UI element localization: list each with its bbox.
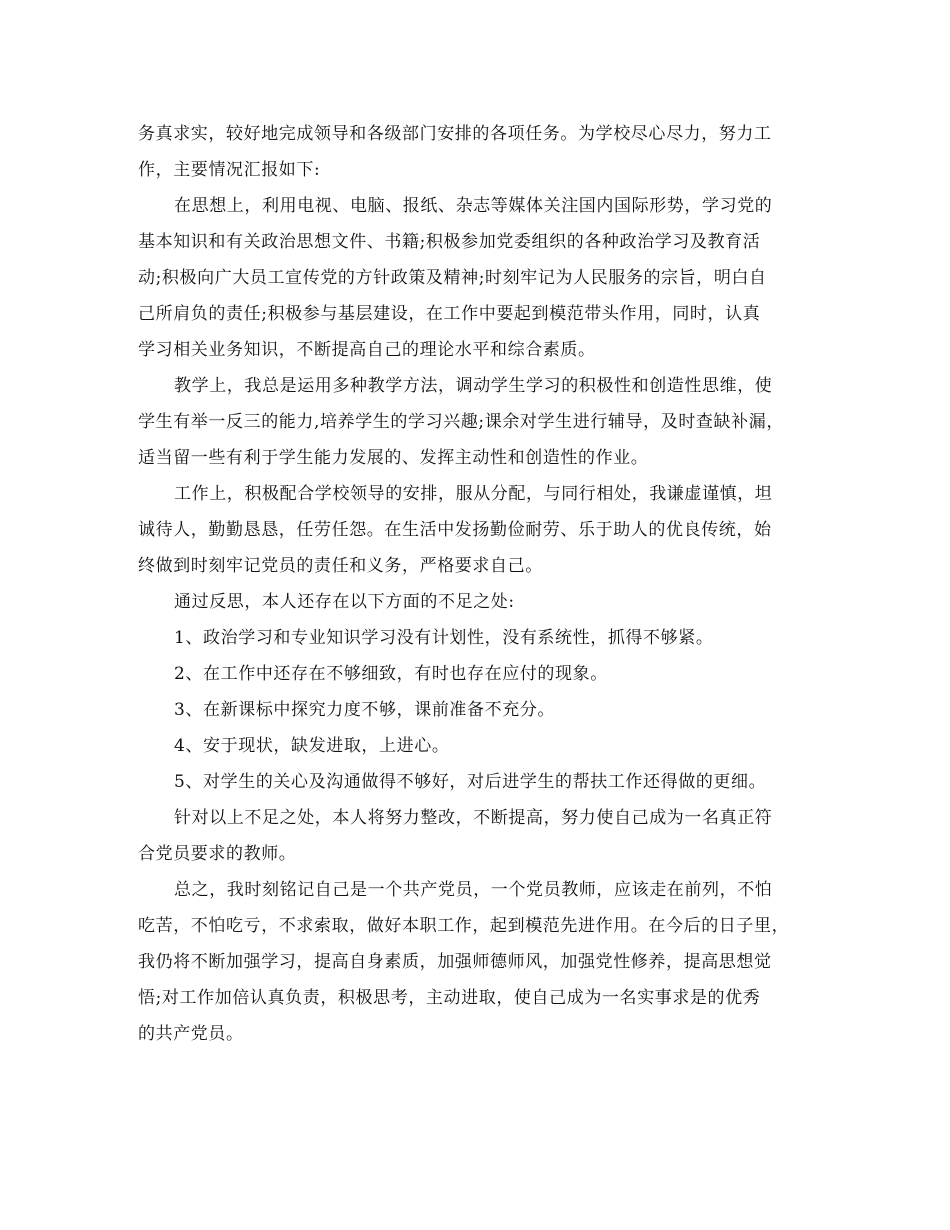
document-body	[138, 116, 828, 1052]
paragraph-start: 工作上，积极配合学校领导的安排，服从分配，与同行相处，我谦虚谨慎，坦	[174, 484, 773, 504]
text-line: 作，主要情况汇报如下:	[138, 160, 321, 180]
text-line: 己所肩负的责任;积极参与基层建设，在工作中要起到模范带头作用，同时，认真	[138, 304, 761, 324]
text-line: 学习相关业务知识，不断提高自己的理论水平和综合素质。	[138, 340, 596, 360]
list-item: 3、在新课标中探究力度不够，课前准备不充分。	[174, 700, 556, 720]
text-line: 合党员要求的教师。	[138, 844, 297, 864]
list-item: 5、对学生的关心及沟通做得不够好，对后进学生的帮扶工作还得做的更细。	[174, 772, 767, 792]
paragraph-start: 针对以上不足之处，本人将努力整改，不断提高，努力使自己成为一名真正符	[174, 808, 773, 828]
text-line: 诚待人，勤勤恳恳，任劳任怨。在生活中发扬勤俭耐劳、乐于助人的优良传统，始	[138, 520, 772, 540]
text-line: 务真求实，较好地完成领导和各级部门安排的各项任务。为学校尽心尽力，努力工	[138, 124, 772, 144]
paragraph-start: 教学上，我总是运用多种教学方法，调动学生学习的积极性和创造性思维，使	[174, 376, 773, 396]
list-item: 4、安于现状，缺发进取，上进心。	[174, 736, 450, 756]
list-item: 1、政治学习和专业知识学习没有计划性，没有系统性，抓得不够紧。	[174, 628, 714, 648]
text-line: 基本知识和有关政治思想文件、书籍;积极参加党委组织的各种政治学习及教育活	[138, 232, 761, 252]
paragraph-start: 总之，我时刻铭记自己是一个共产党员，一个党员教师，应该走在前列，不怕	[174, 880, 773, 900]
text-line: 动;积极向广大员工宣传党的方针政策及精神;时刻牢记为人民服务的宗旨，明白自	[138, 268, 767, 288]
text-line: 悟;对工作加倍认真负责，积极思考，主动进取，使自己成为一名实事求是的优秀	[138, 988, 761, 1008]
paragraph-start: 通过反思，本人还存在以下方面的不足之处:	[174, 592, 515, 612]
text-line: 的共产党员。	[138, 1024, 244, 1044]
text-line: 我仍将不断加强学习，提高自身素质，加强师德师风，加强党性修养，提高思想觉	[138, 952, 772, 972]
text-line: 吃苦，不怕吃亏，不求索取，做好本职工作，起到模范先进作用。在今后的日子里，	[138, 916, 790, 936]
text-line: 终做到时刻牢记党员的责任和义务，严格要求自己。	[138, 556, 543, 576]
text-line: 适当留一些有利于学生能力发展的、发挥主动性和创造性的作业。	[138, 448, 649, 468]
list-item: 2、在工作中还存在不够细致，有时也存在应付的现象。	[174, 664, 608, 684]
paragraph-start: 在思想上，利用电视、电脑、报纸、杂志等媒体关注国内国际形势，学习党的	[174, 196, 773, 216]
text-line: 学生有举一反三的能力,培养学生的学习兴趣;课余对学生进行辅导，及时查缺补漏，	[138, 412, 784, 432]
